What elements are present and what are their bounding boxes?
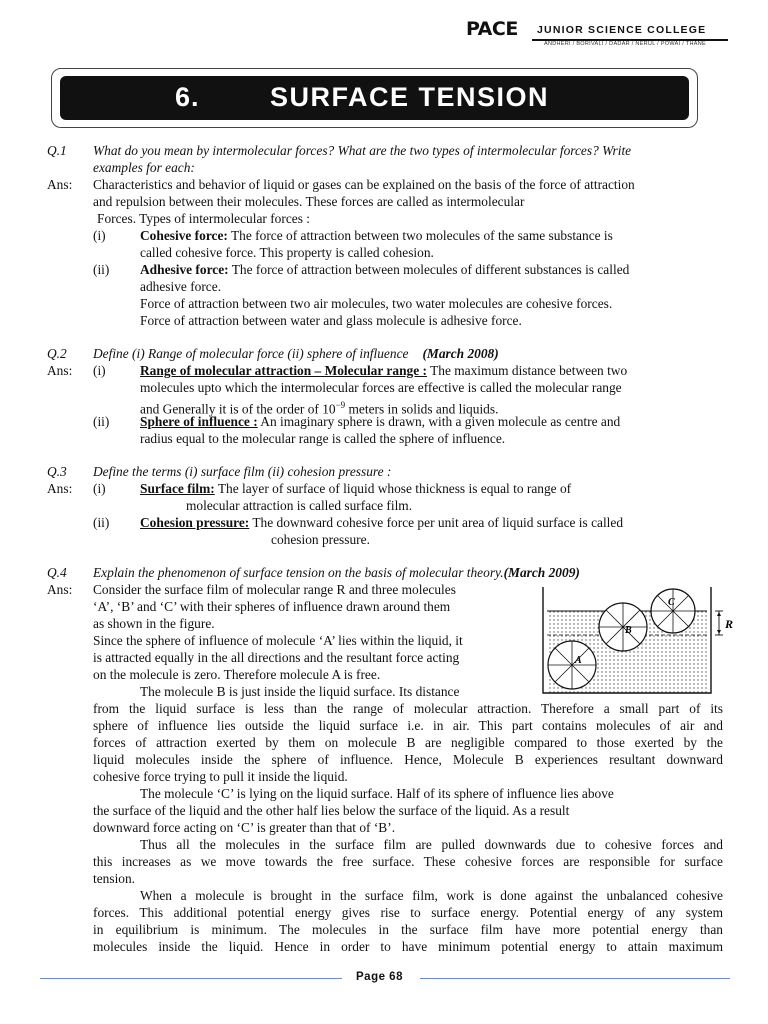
q2-i-term: Range of molecular attraction – Molecular range :	[140, 363, 427, 378]
q2-i-exponent: −9	[335, 400, 346, 410]
q4-exam: (March 2009)	[503, 565, 580, 580]
q1-i-text1: The force of attraction between two molecules of the same substance is	[227, 228, 613, 243]
q4-line: in equilibrium is minimum. The molecules in the surface film have more potential energy than	[93, 922, 723, 937]
q2-ii-text1: An imaginary sphere is drawn, with a given molecule as centre and	[257, 414, 621, 429]
label-a: A	[575, 655, 582, 666]
q4-line: The molecule ‘C’ is lying on the liquid surface. Half of its sphere of influence lies above	[140, 786, 614, 801]
q2-i-text3b: meters in solids and liquids.	[345, 401, 499, 417]
q3-ii-num: (ii)	[93, 515, 110, 530]
q4-line: downward force acting on ‘C’ is greater than that of ‘B’.	[93, 820, 396, 835]
q2-i-text2: molecules upto which the intermolecular forces are effective is called the molecular range	[140, 380, 622, 395]
q1-ii-num: (ii)	[93, 262, 110, 277]
q2-i-line1	[140, 363, 627, 379]
q1-example1: Force of attraction between two air molecules, two water molecules are cohesive forces.	[140, 296, 613, 311]
q4-line: is attracted equally in the all directions and the resultant force acting	[93, 650, 460, 665]
q1-example2: Force of attraction between water and glass molecule is adhesive force.	[140, 313, 522, 328]
range-arrowhead-down	[717, 630, 721, 634]
footer-rule-right	[420, 978, 730, 979]
q2-i-text3a: and Generally it is of the order of 10	[140, 401, 336, 417]
q3-i-text1: The layer of surface of liquid whose thickness is equal to range of	[214, 481, 572, 496]
q3-ii-term: Cohesion pressure:	[140, 515, 250, 530]
q4-ans-label: Ans:	[47, 582, 73, 597]
q3-question: Define the terms (i) surface film (ii) cohesion pressure :	[93, 464, 392, 479]
q3-ii-text1: The downward cohesive force per unit area of liquid surface is called	[249, 515, 624, 530]
q3-i-term: Surface film:	[140, 481, 215, 496]
q4-line: Thus all the molecules in the surface film are pulled downwards due to cohesive forces and	[140, 837, 723, 852]
q3-ii-line1	[140, 515, 623, 531]
q2-ii-term: Sphere of influence :	[140, 414, 258, 429]
q2-exam: (March 2008)	[422, 346, 499, 361]
q1-label: Q.1	[47, 143, 67, 158]
q4-line: from the liquid surface is less than the range of molecular attraction. Therefore a small part of its	[93, 701, 723, 716]
q4-line: The molecule B is just inside the liquid surface. Its distance	[140, 684, 460, 699]
college-logo	[462, 18, 732, 48]
q4-line: forces of attraction exerted by them on molecule B are negligible compared to those exerted by the	[93, 735, 723, 750]
chapter-number: 6.	[175, 82, 200, 112]
q4-line: molecules inside the liquid. Hence in order to have minimum potential energy to attain maximum	[93, 939, 723, 954]
q1-question-line1: What do you mean by intermolecular forces? What are the two types of intermolecular forces? Write	[93, 143, 632, 158]
q4-line: When a molecule is brought in the surface film, work is done against the unbalanced cohesive	[140, 888, 723, 903]
q1-ii-text1: The force of attraction between molecules of different substances is called	[228, 262, 630, 277]
q2-ii-text2: radius equal to the molecular range is called the sphere of influence.	[140, 431, 506, 446]
q1-ans-line2: and repulsion between their molecules. These forces are called as intermolecular	[93, 194, 525, 209]
q4-line: cohesive force trying to pull it inside the liquid.	[93, 769, 348, 784]
page-number: Page 68	[356, 971, 403, 983]
q2-label: Q.2	[47, 346, 67, 361]
q1-i-text2: called cohesive force. This property is called cohesion.	[140, 245, 434, 260]
q2-ans-label: Ans:	[47, 363, 73, 378]
q4-line: sphere of influence lies outside the liquid surface i.e. in air. This part contains molecules of air and	[93, 718, 723, 733]
footer-rule-left	[40, 978, 342, 979]
q4-line: liquid molecules inside the sphere of influence. Hence, Molecule B experiences resultant downward	[93, 752, 723, 767]
q2-i-text1: The maximum distance between two	[426, 363, 628, 378]
q4-line: Since the sphere of influence of molecule ‘A’ lies within the liquid, it	[93, 633, 463, 648]
q4-line: the surface of the liquid and the other half lies below the surface of the liquid. As a result	[93, 803, 570, 818]
q1-ii-text2: adhesive force.	[140, 279, 222, 294]
q1-i-term: Cohesive force:	[140, 228, 228, 243]
q1-ans-label: Ans:	[47, 177, 73, 192]
label-r: R	[725, 617, 734, 631]
q1-i-num: (i)	[93, 228, 106, 243]
q2-ii-line1	[140, 414, 620, 430]
q3-i-text2: molecular attraction is called surface film.	[186, 498, 413, 513]
logo-branches: ANDHERI / BORIVALI / DADAR / NERUL / POWAI / THANE	[544, 41, 706, 47]
q4-question: Explain the phenomenon of surface tension on the basis of molecular theory.	[93, 565, 504, 580]
q4-line: ‘A’, ‘B’ and ‘C’ with their spheres of influence drawn around them	[93, 599, 451, 614]
q4-line: this increases as we move towards the free surface. These cohesive forces are responsible for surface	[93, 854, 723, 869]
q1-ans-line3: Forces. Types of intermolecular forces :	[97, 211, 310, 226]
q3-ii-text2: cohesion pressure.	[271, 532, 370, 547]
q1-ii-term: Adhesive force:	[140, 262, 229, 277]
q2-question: Define (i) Range of molecular force (ii) sphere of influence	[93, 346, 409, 361]
q3-ans-label: Ans:	[47, 481, 73, 496]
q4-question-line	[93, 565, 580, 581]
sphere-of-influence-a	[548, 641, 596, 689]
logo-tagline: JUNIOR SCIENCE COLLEGE	[537, 24, 707, 36]
sphere-of-influence-b	[599, 603, 647, 651]
q4-line: forces. This additional potential energy gives rise to surface energy. Potential energy of any system	[93, 905, 723, 920]
q4-line: on the molecule is zero. Therefore molecule A is free.	[93, 667, 381, 682]
q3-label: Q.3	[47, 464, 67, 479]
q2-ii-num: (ii)	[93, 414, 110, 429]
q4-line: as shown in the figure.	[93, 616, 215, 631]
sphere-of-influence-c	[651, 589, 695, 633]
q1-question-line2: examples for each:	[93, 160, 195, 175]
q3-i-line1	[140, 481, 571, 497]
surface-tension-figure	[537, 583, 761, 701]
q1-ans-line1: Characteristics and behavior of liquid or gases can be explained on the basis of the force of attraction	[93, 177, 635, 192]
q2-i-num: (i)	[93, 363, 106, 378]
logo-pace-text: PACE	[466, 18, 518, 40]
range-arrowhead-up	[717, 612, 721, 616]
label-c: C	[668, 597, 675, 608]
q2-question-line	[93, 346, 499, 362]
q3-i-num: (i)	[93, 481, 106, 496]
chapter-title: SURFACE TENSION	[270, 82, 550, 112]
q1-ii-line1	[140, 262, 629, 278]
q4-line: Consider the surface film of molecular range R and three molecules	[93, 582, 456, 597]
q4-line: tension.	[93, 871, 136, 886]
q4-label: Q.4	[47, 565, 67, 580]
q1-i-line1	[140, 228, 613, 244]
label-b: B	[625, 625, 632, 636]
